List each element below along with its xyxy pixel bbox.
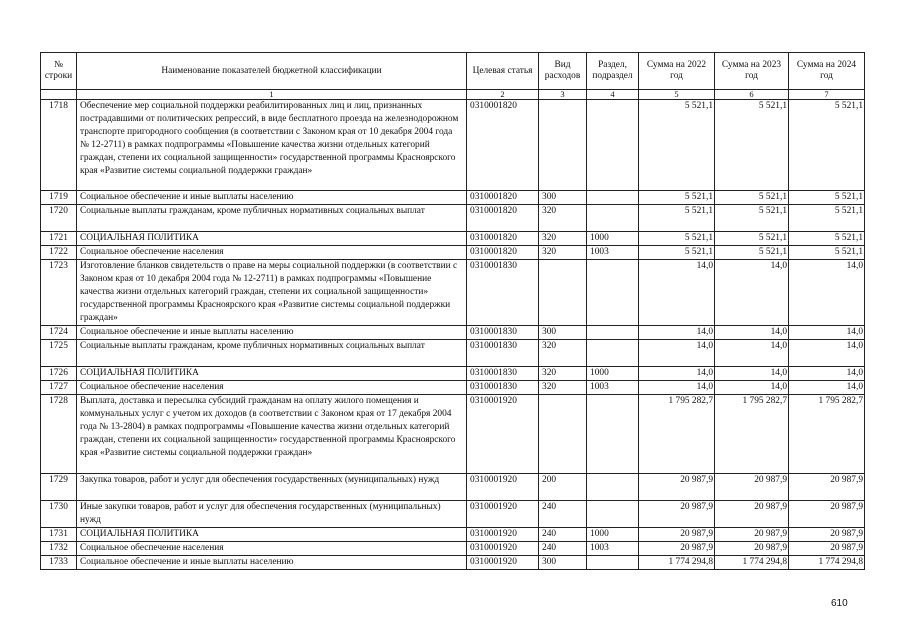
sum-2022-cell: 1 774 294,8 bbox=[639, 556, 715, 570]
table-row bbox=[41, 501, 865, 528]
column-number: 6 bbox=[715, 90, 789, 100]
expense-type-cell: 300 bbox=[539, 556, 587, 570]
row-number-cell: 1721 bbox=[41, 232, 77, 246]
row-number-cell: 1733 bbox=[41, 556, 77, 570]
header-sum-2024: Сумма на 2024 год bbox=[789, 53, 865, 90]
sum-2022-cell: 14,0 bbox=[639, 326, 715, 340]
header-expense-type: Вид расходов bbox=[539, 53, 587, 90]
table-row bbox=[41, 340, 865, 367]
sum-2022-cell: 5 521,1 bbox=[639, 191, 715, 205]
sum-2024-cell: 5 521,1 bbox=[789, 232, 865, 246]
target-article-cell: 0310001920 bbox=[467, 556, 539, 570]
indicator-name-cell: СОЦИАЛЬНАЯ ПОЛИТИКА bbox=[77, 528, 467, 542]
column-number: 4 bbox=[587, 90, 639, 100]
target-article-cell: 0310001920 bbox=[467, 528, 539, 542]
expense-type-cell: 320 bbox=[539, 340, 587, 367]
header-row-number: № строки bbox=[41, 53, 77, 90]
sum-2022-cell: 5 521,1 bbox=[639, 100, 715, 191]
sum-2022-cell: 5 521,1 bbox=[639, 205, 715, 232]
sum-2023-cell: 1 774 294,8 bbox=[715, 556, 789, 570]
section-cell: 1003 bbox=[587, 381, 639, 395]
indicator-name-cell: Социальное обеспечение населения bbox=[77, 246, 467, 260]
sum-2024-cell: 20 987,9 bbox=[789, 474, 865, 501]
sum-2023-cell: 14,0 bbox=[715, 381, 789, 395]
sum-2022-cell: 14,0 bbox=[639, 367, 715, 381]
sum-2022-cell: 20 987,9 bbox=[639, 474, 715, 501]
row-number-cell: 1726 bbox=[41, 367, 77, 381]
column-number: 1 bbox=[77, 90, 467, 100]
section-cell bbox=[587, 556, 639, 570]
section-cell bbox=[587, 395, 639, 474]
sum-2023-cell: 20 987,9 bbox=[715, 501, 789, 528]
table-body bbox=[41, 100, 865, 570]
sum-2022-cell: 20 987,9 bbox=[639, 501, 715, 528]
section-cell: 1003 bbox=[587, 542, 639, 556]
header-sum-2022: Сумма на 2022 год bbox=[639, 53, 715, 90]
target-article-cell: 0310001830 bbox=[467, 260, 539, 326]
section-cell bbox=[587, 474, 639, 501]
row-number-cell: 1720 bbox=[41, 205, 77, 232]
indicator-name-cell: Социальное обеспечение и иные выплаты населению bbox=[77, 556, 467, 570]
header-section: Раздел, подраздел bbox=[587, 53, 639, 90]
budget-table-sheet bbox=[40, 52, 864, 570]
target-article-cell: 0310001820 bbox=[467, 232, 539, 246]
target-article-cell: 0310001830 bbox=[467, 367, 539, 381]
table-row bbox=[41, 381, 865, 395]
sum-2023-cell: 5 521,1 bbox=[715, 191, 789, 205]
expense-type-cell: 300 bbox=[539, 326, 587, 340]
target-article-cell: 0310001830 bbox=[467, 381, 539, 395]
section-cell bbox=[587, 100, 639, 191]
expense-type-cell: 240 bbox=[539, 528, 587, 542]
sum-2024-cell: 1 774 294,8 bbox=[789, 556, 865, 570]
section-cell bbox=[587, 340, 639, 367]
indicator-name-cell: Обеспечение мер социальной поддержки реабилитированных лиц и лиц, признанных пострадавшими от политических репрессий, в виде бесплатного проезда на железнодорожном транспорте пригородного сообщения (в соответствии с Законом края от 10 декабря 2004 года № 12-2711) в рамках подпрограммы «Повышение качества жизни отдельных категорий граждан, степени их социальной защищенности» государственной программы Красноярского края «Развитие системы социальной поддержки граждан» bbox=[77, 100, 467, 191]
sum-2023-cell: 14,0 bbox=[715, 367, 789, 381]
target-article-cell: 0310001820 bbox=[467, 246, 539, 260]
header-row bbox=[41, 53, 865, 90]
expense-type-cell: 320 bbox=[539, 367, 587, 381]
expense-type-cell: 320 bbox=[539, 205, 587, 232]
sum-2024-cell: 5 521,1 bbox=[789, 205, 865, 232]
table-row bbox=[41, 367, 865, 381]
table-row bbox=[41, 556, 865, 570]
section-cell bbox=[587, 501, 639, 528]
target-article-cell: 0310001820 bbox=[467, 205, 539, 232]
sum-2023-cell: 5 521,1 bbox=[715, 232, 789, 246]
sum-2023-cell: 20 987,9 bbox=[715, 474, 789, 501]
row-number-cell: 1732 bbox=[41, 542, 77, 556]
sum-2024-cell: 20 987,9 bbox=[789, 528, 865, 542]
column-number: 5 bbox=[639, 90, 715, 100]
table-row bbox=[41, 260, 865, 326]
sum-2022-cell: 14,0 bbox=[639, 260, 715, 326]
sum-2022-cell: 20 987,9 bbox=[639, 528, 715, 542]
table-row bbox=[41, 191, 865, 205]
column-number bbox=[41, 90, 77, 100]
sum-2024-cell: 1 795 282,7 bbox=[789, 395, 865, 474]
expense-type-cell: 320 bbox=[539, 381, 587, 395]
target-article-cell: 0310001920 bbox=[467, 395, 539, 474]
section-cell bbox=[587, 205, 639, 232]
row-number-cell: 1718 bbox=[41, 100, 77, 191]
target-article-cell: 0310001830 bbox=[467, 326, 539, 340]
row-number-cell: 1730 bbox=[41, 501, 77, 528]
sum-2024-cell: 14,0 bbox=[789, 326, 865, 340]
sum-2023-cell: 5 521,1 bbox=[715, 246, 789, 260]
row-number-cell: 1729 bbox=[41, 474, 77, 501]
column-number: 7 bbox=[789, 90, 865, 100]
expense-type-cell: 300 bbox=[539, 191, 587, 205]
sum-2024-cell: 14,0 bbox=[789, 260, 865, 326]
sum-2022-cell: 20 987,9 bbox=[639, 542, 715, 556]
sum-2024-cell: 5 521,1 bbox=[789, 191, 865, 205]
column-number: 3 bbox=[539, 90, 587, 100]
budget-table bbox=[40, 52, 865, 570]
sum-2023-cell: 20 987,9 bbox=[715, 528, 789, 542]
table-row bbox=[41, 232, 865, 246]
indicator-name-cell: Социальное обеспечение и иные выплаты населению bbox=[77, 326, 467, 340]
row-number-cell: 1722 bbox=[41, 246, 77, 260]
sum-2023-cell: 14,0 bbox=[715, 326, 789, 340]
sum-2023-cell: 14,0 bbox=[715, 260, 789, 326]
row-number-cell: 1728 bbox=[41, 395, 77, 474]
expense-type-cell: 240 bbox=[539, 501, 587, 528]
section-cell: 1003 bbox=[587, 246, 639, 260]
header-indicator-name: Наименование показателей бюджетной классификации bbox=[77, 53, 467, 90]
section-cell: 1000 bbox=[587, 367, 639, 381]
sum-2022-cell: 1 795 282,7 bbox=[639, 395, 715, 474]
indicator-name-cell: Социальные выплаты гражданам, кроме публичных нормативных социальных выплат bbox=[77, 340, 467, 367]
indicator-name-cell: Социальное обеспечение населения bbox=[77, 542, 467, 556]
section-cell: 1000 bbox=[587, 232, 639, 246]
expense-type-cell: 200 bbox=[539, 474, 587, 501]
header-sum-2023: Сумма на 2023 год bbox=[715, 53, 789, 90]
section-cell bbox=[587, 191, 639, 205]
sum-2023-cell: 5 521,1 bbox=[715, 205, 789, 232]
target-article-cell: 0310001830 bbox=[467, 340, 539, 367]
indicator-name-cell: Закупка товаров, работ и услуг для обеспечения государственных (муниципальных) нужд bbox=[77, 474, 467, 501]
row-number-cell: 1731 bbox=[41, 528, 77, 542]
expense-type-cell bbox=[539, 100, 587, 191]
row-number-cell: 1724 bbox=[41, 326, 77, 340]
indicator-name-cell: СОЦИАЛЬНАЯ ПОЛИТИКА bbox=[77, 367, 467, 381]
indicator-name-cell: СОЦИАЛЬНАЯ ПОЛИТИКА bbox=[77, 232, 467, 246]
target-article-cell: 0310001920 bbox=[467, 542, 539, 556]
sum-2024-cell: 20 987,9 bbox=[789, 501, 865, 528]
indicator-name-cell: Изготовление бланков свидетельств о праве на меры социальной поддержки (в соответствии с Законом края от 10 декабря 2004 года № 12-2711) в рамках подпрограммы «Повышение качества жизни отдельных категорий граждан, степени их социальной защищенности» государственной программы Красноярского края «Развитие системы социальной поддержки граждан» bbox=[77, 260, 467, 326]
row-number-cell: 1723 bbox=[41, 260, 77, 326]
sum-2024-cell: 5 521,1 bbox=[789, 246, 865, 260]
row-number-cell: 1725 bbox=[41, 340, 77, 367]
table-row bbox=[41, 246, 865, 260]
indicator-name-cell: Социальные выплаты гражданам, кроме публичных нормативных социальных выплат bbox=[77, 205, 467, 232]
target-article-cell: 0310001820 bbox=[467, 100, 539, 191]
table-row bbox=[41, 474, 865, 501]
sum-2022-cell: 5 521,1 bbox=[639, 232, 715, 246]
section-cell bbox=[587, 260, 639, 326]
column-number: 2 bbox=[467, 90, 539, 100]
table-row bbox=[41, 542, 865, 556]
sum-2023-cell: 5 521,1 bbox=[715, 100, 789, 191]
indicator-name-cell: Социальное обеспечение населения bbox=[77, 381, 467, 395]
target-article-cell: 0310001920 bbox=[467, 501, 539, 528]
table-row bbox=[41, 528, 865, 542]
expense-type-cell: 320 bbox=[539, 246, 587, 260]
page-number: 610 bbox=[831, 598, 848, 609]
section-cell bbox=[587, 326, 639, 340]
column-number-row bbox=[41, 90, 865, 100]
table-row bbox=[41, 326, 865, 340]
sum-2022-cell: 14,0 bbox=[639, 340, 715, 367]
target-article-cell: 0310001920 bbox=[467, 474, 539, 501]
row-number-cell: 1719 bbox=[41, 191, 77, 205]
indicator-name-cell: Иные закупки товаров, работ и услуг для обеспечения государственных (муниципальных) нужд bbox=[77, 501, 467, 528]
header-target-article: Целевая статья bbox=[467, 53, 539, 90]
indicator-name-cell: Выплата, доставка и пересылка субсидий гражданам на оплату жилого помещения и коммунальных услуг с учетом их доходов (в соответствии с Законом края от 17 декабря 2004 года № 13-2804) в рамках подпрограммы «Повышение качества жизни отдельных категорий граждан, степени их социальной защищенности» государственной программы Красноярского края «Развитие системы социальной поддержки граждан» bbox=[77, 395, 467, 474]
sum-2024-cell: 14,0 bbox=[789, 381, 865, 395]
row-number-cell: 1727 bbox=[41, 381, 77, 395]
indicator-name-cell: Социальное обеспечение и иные выплаты населению bbox=[77, 191, 467, 205]
expense-type-cell bbox=[539, 395, 587, 474]
sum-2024-cell: 5 521,1 bbox=[789, 100, 865, 191]
sum-2024-cell: 14,0 bbox=[789, 367, 865, 381]
sum-2024-cell: 20 987,9 bbox=[789, 542, 865, 556]
table-row bbox=[41, 100, 865, 191]
section-cell: 1000 bbox=[587, 528, 639, 542]
expense-type-cell: 240 bbox=[539, 542, 587, 556]
sum-2022-cell: 14,0 bbox=[639, 381, 715, 395]
sum-2023-cell: 1 795 282,7 bbox=[715, 395, 789, 474]
expense-type-cell bbox=[539, 260, 587, 326]
table-row bbox=[41, 205, 865, 232]
sum-2024-cell: 14,0 bbox=[789, 340, 865, 367]
sum-2023-cell: 14,0 bbox=[715, 340, 789, 367]
sum-2022-cell: 5 521,1 bbox=[639, 246, 715, 260]
table-row bbox=[41, 395, 865, 474]
sum-2023-cell: 20 987,9 bbox=[715, 542, 789, 556]
target-article-cell: 0310001820 bbox=[467, 191, 539, 205]
expense-type-cell: 320 bbox=[539, 232, 587, 246]
